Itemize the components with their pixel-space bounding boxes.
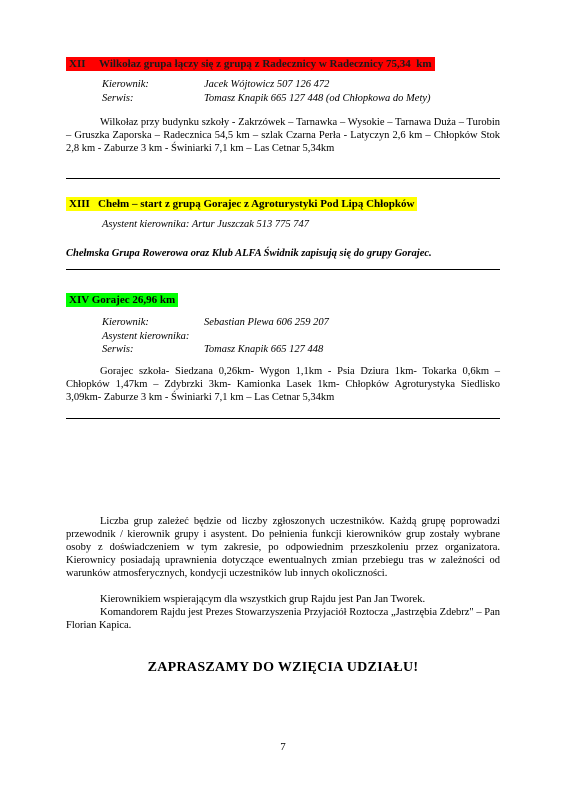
invitation-heading: ZAPRASZAMY DO WZIĘCIA UDZIAŁU! [147, 660, 419, 675]
service-label: Serwis: [102, 93, 134, 104]
section-xiv-leader-row [102, 316, 502, 329]
groups-info-paragraph: Liczba grup zależeć będzie od liczby zgłoszonych uczestników. Każdą grupę poprowadzi przewodnik / kierownik grupy i asystent. Do pełnienia funkcji kierowników grup zostały wybrane osoby z doświadczeniem w tym zakresie, po odpowiednim przeszkoleniu przez organizatora. Kierownicy posiadają uprawnienia dotyczące ewentualnych zmian przebiegu tras w zależności od warunków atmosferycznych, kondycji uczestników lub innych okoliczności. [66, 516, 500, 579]
divider-line [66, 418, 500, 419]
commander-paragraph: Komandorem Rajdu jest Prezes Stowarzyszenia Przyjaciół Roztocza „Jastrzębia Zdebrz" – Pan Florian Kapica. [66, 607, 500, 631]
support-leader-paragraph: Kierownikiem wspierającym dla wszystkich grup Rajdu jest Pan Jan Tworek. [100, 594, 426, 605]
section-xii-route: Wilkołaz przy budynku szkoły - Zakrzówek – Tarnawka – Wysokie – Tarnawa Duża – Turobin – Gruszka Zaporska – Radecznica 54,5 km – szlak Czarna Perła - Latyczyn 2,6 km – Chłopków Stok 2,8 km - Zaburze 3 km - Świniarki 7,1 km – Las Cetnar 5,34km [66, 117, 500, 154]
leader-value: Jacek Wójtowicz 507 126 472 [204, 79, 330, 90]
leader-label: Kierownik: [102, 79, 149, 90]
section-xiv-heading-text: XIV Gorajec 26,96 km [66, 293, 178, 307]
assistant-label: Asystent kierownika: [102, 331, 190, 342]
section-xii-leader-row [102, 78, 502, 91]
service-value: Tomasz Knapik 665 127 448 (od Chłopkowa do Mety) [204, 93, 431, 104]
section-xiii-heading-text: XIII Chełm – start z grupą Gorajec z Agroturystyki Pod Lipą Chłopków [66, 197, 417, 211]
section-xiv-service-row [102, 343, 502, 356]
section-xii-heading-text: XII Wilkołaz grupa łączy się z grupą z Radecznicy w Radecznicy 75,34 km [66, 57, 435, 71]
leader-value: Sebastian Plewa 606 259 207 [204, 317, 329, 328]
section-xiii-assistant: Asystent kierownika: Artur Juszczak 513 775 747 [102, 219, 310, 230]
page-number: 7 [280, 741, 286, 753]
section-xiv-heading [66, 290, 178, 308]
leader-label: Kierownik: [102, 317, 149, 328]
section-xii-heading [66, 54, 435, 72]
service-value: Tomasz Knapik 665 127 448 [204, 344, 324, 355]
section-xiv-assistant-row [102, 330, 502, 343]
divider-line [66, 178, 500, 179]
service-label: Serwis: [102, 344, 134, 355]
section-xiii-heading [66, 194, 417, 212]
section-xiii-note: Chełmska Grupa Rowerowa oraz Klub ALFA Świdnik zapisują się do grupy Gorajec. [66, 248, 432, 259]
section-xii-service-row [102, 92, 502, 105]
divider-line [66, 269, 500, 270]
section-xiv-route: Gorajec szkoła- Siedzana 0,26km- Wygon 1,1km - Psia Dziura 1km- Tokarka 0,6km – Chłopków 1,47km – Zdybrzki 3km- Kamionka Lasek 1km- Chłopków Agroturystyka Siedlisko 3,09km- Zaburze 3 km - Świniarki 7,1 km – Las Cetnar 5,34km [66, 366, 500, 403]
